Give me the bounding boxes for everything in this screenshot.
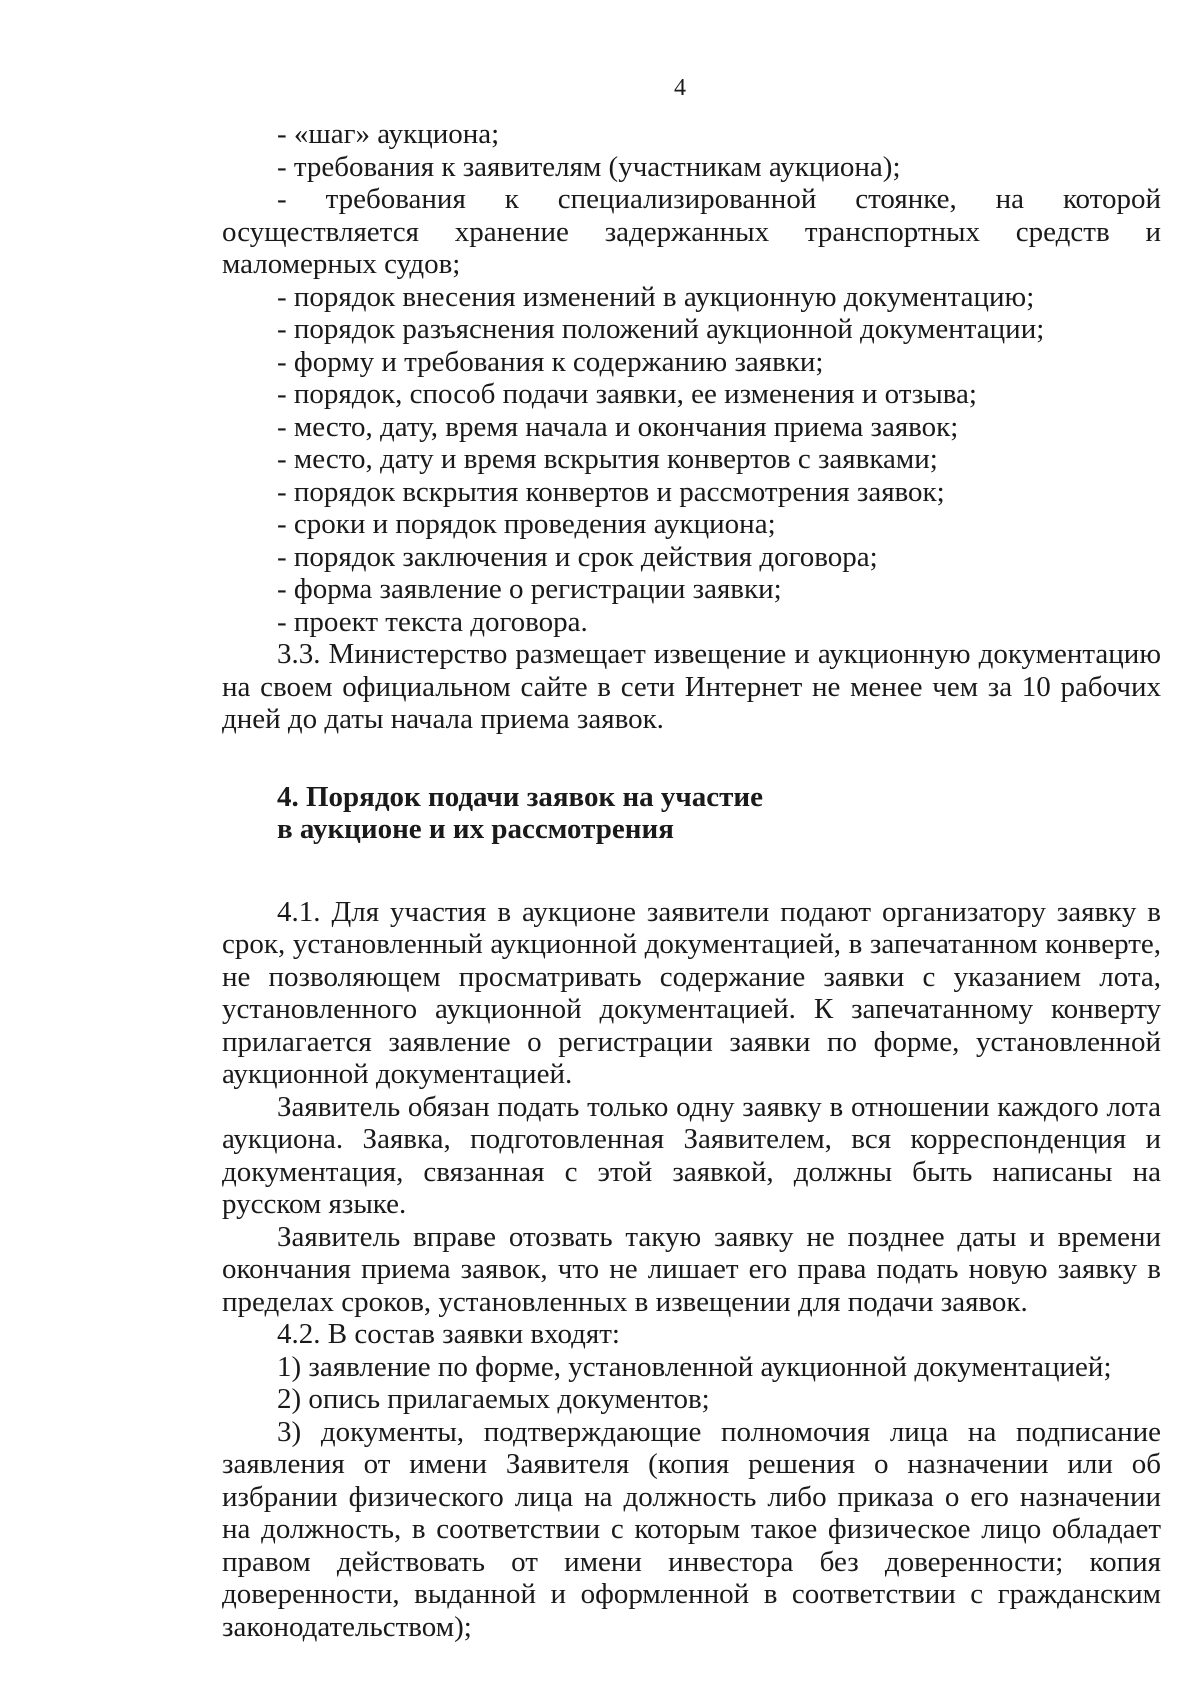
list-item: - форма заявление о регистрации заявки;	[277, 573, 782, 605]
list-item: - порядок разъяснения положений аукционной документации;	[277, 313, 1045, 345]
list-item: - место, дату, время начала и окончания приема заявок;	[277, 410, 959, 443]
section-heading-line-1: 4. Порядок подачи заявок на участие	[277, 780, 763, 813]
list-item: - место, дату и время вскрытия конвертов с заявками;	[277, 443, 938, 475]
paragraph-applicant-one-bid: Заявитель обязан подать только одну заявку в отношении каждого лота аукциона. Заявка, подготовленная Заявителем, вся корреспонденция и документация, связанная с этой заявкой, должны быть написаны на русском языке.	[222, 1090, 1161, 1220]
list-item: - сроки и порядок проведения аукциона;	[277, 508, 776, 540]
document-body	[222, 118, 1161, 1643]
list-item: - форму и требования к содержанию заявки;	[277, 345, 824, 378]
enumerated-item-1: 1) заявление по форме, установленной аукционной документацией;	[277, 1350, 1112, 1383]
section-heading-line-2: в аукционе и их рассмотрения	[277, 813, 674, 845]
paragraph-4-2: 4.2. В состав заявки входят:	[277, 1318, 620, 1350]
list-item: - требования к заявителям (участникам аукциона);	[277, 150, 901, 183]
page-number: 4	[674, 75, 686, 101]
paragraph-applicant-withdraw: Заявитель вправе отозвать такую заявку не позднее даты и времени окончания приема заявок, что не лишает его права подать новую заявку в пределах сроков, установленных в извещении для подачи заявок.	[222, 1220, 1161, 1318]
paragraph-4-1: 4.1. Для участия в аукционе заявители подают организатору заявку в срок, установленный аукционной документацией, в запечатанном конверте, не позволяющем просматривать содержание заявки с указанием лота, установленного аукционной документацией. К запечатанному конверту прилагается заявление о регистрации заявки по форме, установленной аукционной документацией.	[222, 895, 1161, 1090]
enumerated-item-2: 2) опись прилагаемых документов;	[277, 1383, 710, 1415]
list-item: - порядок, способ подачи заявки, ее изменения и отзыва;	[277, 378, 977, 410]
list-item: - требования к специализированной стоянке, на которой осуществляется хранение задержанных транспортных средств и маломерных судов;	[222, 183, 1161, 280]
list-item: - «шаг» аукциона;	[277, 118, 500, 150]
list-item: - порядок вскрытия конвертов и рассмотрения заявок;	[277, 475, 945, 508]
enumerated-item-3: 3) документы, подтверждающие полномочия лица на подписание заявления от имени Заявителя (копия решения о назначении или об избрании физического лица на должность либо приказа о его назначении на должность, в соответствии с которым такое физическое лицо обладает правом действовать от имени инвестора без доверенности; копия доверенности, выданной и оформленной в соответствии с гражданским законодательством);	[222, 1415, 1161, 1643]
paragraph-3-3: 3.3. Министерство размещает извещение и аукционную документацию на своем официальном сайте в сети Интернет не менее чем за 10 рабочих дней до даты начала приема заявок.	[222, 638, 1161, 735]
list-item: - порядок заключения и срок действия договора;	[277, 540, 878, 573]
list-item: - порядок внесения изменений в аукционную документацию;	[277, 280, 1035, 313]
list-item: - проект текста договора.	[277, 605, 588, 638]
section-heading	[222, 781, 1161, 846]
